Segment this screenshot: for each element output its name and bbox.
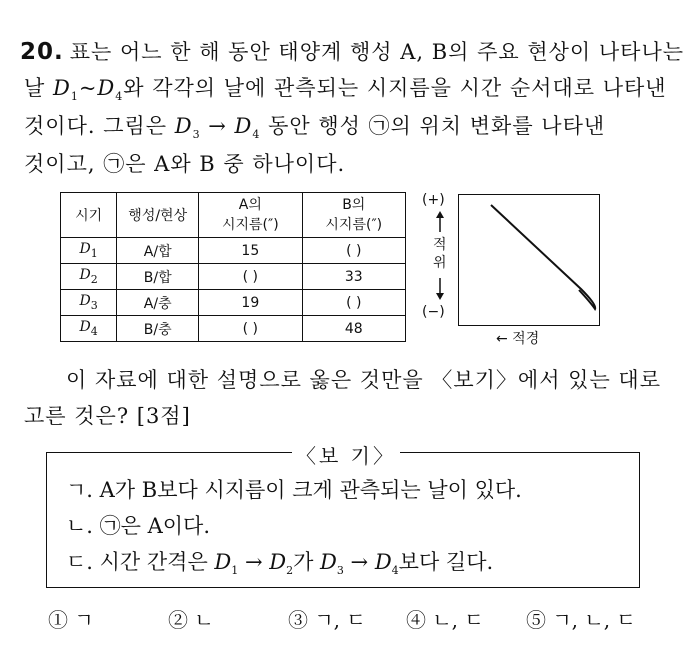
period-cell: $D_1$: [61, 238, 117, 264]
up-arrow-icon: [430, 210, 450, 234]
header-a-diameter: A의 시지름(″): [199, 193, 302, 238]
b-cell: ( ): [302, 238, 405, 264]
planet-cell: B/충: [117, 316, 199, 342]
a-cell: 19: [199, 290, 302, 316]
prompt-line-2: 고른 것은? [3점]: [24, 404, 191, 428]
b-cell: ( ): [302, 290, 405, 316]
header-period: 시기: [61, 193, 117, 238]
period-cell: $D_2$: [61, 264, 117, 290]
down-arrow-icon: [430, 276, 450, 302]
graph-minus-label: (−): [422, 304, 445, 320]
question-line-4: 것이고, ㉠은 A와 B 중 하나이다.: [24, 152, 346, 176]
choice-4[interactable]: ④ ㄴ, ㄷ: [406, 608, 484, 632]
prompt-line-1: 이 자료에 대한 설명으로 옳은 것만을 〈보기〉에서 있는 대로: [66, 368, 661, 392]
table-row: [61, 290, 406, 316]
bogi-item-2: ㄴ. ㉠은 A이다.: [66, 514, 211, 538]
planet-cell: A/충: [117, 290, 199, 316]
graph-y-label: 적 위: [433, 237, 447, 271]
bogi-item-3: ㄷ. 시간 간격은 $D_1 \to D_2$가 $D_3 \to D_4$보다 길다.: [66, 550, 494, 578]
a-cell: ( ): [199, 316, 302, 342]
table-header-row: [61, 193, 406, 238]
b-cell: 48: [302, 316, 405, 342]
b-cell: 33: [302, 264, 405, 290]
data-table: [60, 192, 406, 342]
choice-5[interactable]: ⑤ ㄱ, ㄴ, ㄷ: [526, 608, 636, 632]
choice-1[interactable]: ① ㄱ: [48, 608, 94, 632]
question-line-2: 날 $D_1\sim D_4$와 각각의 날에 관측되는 시지름을 시간 순서대로 나타낸: [24, 76, 667, 104]
table-row: [61, 264, 406, 290]
period-cell: $D_3$: [61, 290, 117, 316]
question-line-1: 20. 표는 어느 한 해 동안 태양계 행성 A, B의 주요 현상이 나타나는: [20, 39, 685, 65]
planet-path: [459, 195, 599, 325]
choice-2[interactable]: ② ㄴ: [168, 608, 214, 632]
planet-cell: A/합: [117, 238, 199, 264]
position-graph: [458, 194, 600, 326]
graph-x-label: ← 적경: [496, 331, 540, 347]
bogi-item-1: ㄱ. A가 B보다 시지름이 크게 관측되는 날이 있다.: [66, 478, 522, 502]
graph-plus-label: (+): [422, 192, 445, 208]
header-b-diameter: B의 시지름(″): [302, 193, 405, 238]
period-cell: $D_4$: [61, 316, 117, 342]
question-number: 20.: [20, 39, 64, 65]
a-cell: 15: [199, 238, 302, 264]
table-row: [61, 238, 406, 264]
table-row: [61, 316, 406, 342]
header-planet: 행성/현상: [117, 193, 199, 238]
choice-3[interactable]: ③ ㄱ, ㄷ: [288, 608, 366, 632]
bogi-title: 〈보 기〉: [292, 440, 400, 469]
a-cell: ( ): [199, 264, 302, 290]
planet-cell: B/합: [117, 264, 199, 290]
question-line-3: 것이다. 그림은 $D_3 \to D_4$ 동안 행성 ㉠의 위치 변화를 나타낸: [24, 114, 606, 142]
